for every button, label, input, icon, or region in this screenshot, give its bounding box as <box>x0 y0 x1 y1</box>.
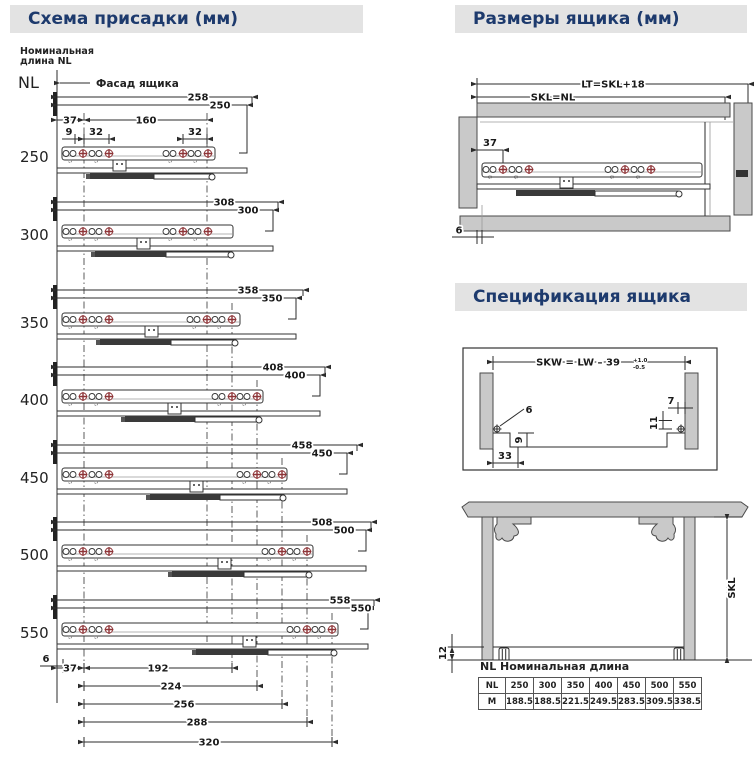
nominal-length-label-1: Номинальная <box>20 46 94 57</box>
dim-inner-label: 550 <box>350 603 372 615</box>
table-cell: 283.5 <box>618 694 646 710</box>
facade-section-mark <box>53 440 57 464</box>
drawer-side-bottom <box>57 168 247 173</box>
table-cell: 350 <box>562 678 590 694</box>
dim-pitch-b: 32 <box>188 127 202 138</box>
drawer-side-bottom <box>57 334 296 339</box>
facade-label: Фасад ящика <box>96 78 179 90</box>
bottom-dim-label: 256 <box>173 699 195 711</box>
section-title-scheme <box>10 5 363 33</box>
table-cell: 338.5 <box>674 694 702 710</box>
cabinet-bottom-panel <box>460 216 730 231</box>
bottom-dim-label: 192 <box>147 663 169 675</box>
slide-mechanism <box>150 494 220 500</box>
dim-pitch-a: 32 <box>89 127 103 138</box>
coupling-bracket <box>190 481 203 492</box>
slide-row-500 <box>20 517 371 578</box>
nl-axis-header: NL <box>18 73 39 92</box>
drawer-size-title-text: Размеры ящика (мм) <box>473 9 680 29</box>
table-row-nl <box>479 678 702 694</box>
dim-inner-label: 450 <box>311 448 333 460</box>
roller-wheel <box>256 417 262 423</box>
nl-table <box>478 677 702 710</box>
dim-right-side-11: 11 <box>649 416 660 430</box>
slide-mechanism <box>100 339 171 345</box>
nl-row-label: 300 <box>20 226 49 244</box>
coupling-bracket <box>137 238 150 249</box>
roller-wheel <box>209 174 215 180</box>
slide-mechanism <box>196 649 268 655</box>
drawer-side-bottom <box>57 644 368 649</box>
rear-catch <box>736 170 748 177</box>
drawer-side-bottom <box>57 246 273 251</box>
section-title-drawer-size <box>455 5 747 33</box>
facade-section-mark <box>53 595 57 619</box>
dim-inner-label: 400 <box>284 370 306 382</box>
roller-wheel <box>228 252 234 258</box>
drawer-dimensions-drawing <box>452 78 752 244</box>
dim-outer-label: 558 <box>329 595 351 607</box>
dim-inner-label: 500 <box>333 525 355 537</box>
dim-corner-33: 33 <box>498 451 512 462</box>
table-header-nl: NL <box>479 678 506 694</box>
bottom-dim <box>84 681 257 693</box>
bottom-dim <box>84 663 232 675</box>
drawer-side-left-front <box>482 517 493 660</box>
dim-skl-height: SKL <box>727 577 738 599</box>
roller-wheel <box>331 650 337 656</box>
bottom-dim-label: 37 <box>63 663 77 675</box>
facade-section-mark <box>53 197 57 221</box>
dim-inner-label: 250 <box>209 100 231 112</box>
spec-drawing <box>463 348 717 470</box>
slide-mechanism <box>172 571 244 577</box>
dim-outer-label: 458 <box>291 440 313 452</box>
nl-row-label: 450 <box>20 469 49 487</box>
dim-inner-label: 300 <box>237 205 259 217</box>
table-cell: 250 <box>506 678 534 694</box>
slide-row-400 <box>20 362 325 423</box>
bottom-dim-label: 288 <box>186 717 208 729</box>
locking-clip-right <box>639 517 676 541</box>
cabinet-side-panel <box>734 103 752 215</box>
dim-skl-nl-label: SKL=NL <box>530 92 576 104</box>
front-view-drawing <box>438 502 752 673</box>
nl-row-label: 350 <box>20 314 49 332</box>
drawer-side-right-front <box>684 517 695 660</box>
dim-right-top-7: 7 <box>667 396 675 407</box>
table-cell: 550 <box>674 678 702 694</box>
nl-row-label: 550 <box>20 624 49 642</box>
coupling-bracket <box>218 558 231 569</box>
dim-outer-label: 258 <box>187 92 209 104</box>
facade-section-mark <box>53 517 57 541</box>
scheme-title-text: Схема присадки (мм) <box>28 9 239 29</box>
drawer-side-bottom <box>57 411 320 416</box>
dim-outer-label: 408 <box>262 362 284 374</box>
locking-clip-left <box>494 517 531 541</box>
dim-lt-label: LT=SKL+18 <box>581 79 645 91</box>
table-cell: 188.5 <box>534 694 562 710</box>
coupling-bracket <box>168 403 181 414</box>
dim-hole-span: 160 <box>135 115 157 127</box>
coupling-bracket <box>145 326 158 337</box>
spec-title-text: Спецификация ящика <box>473 287 692 307</box>
dim-outer-label: 358 <box>237 285 259 297</box>
slide-mechanism <box>95 251 166 257</box>
dim-front-offset: 37 <box>63 115 77 127</box>
table-cell: 400 <box>590 678 618 694</box>
slide-row-450 <box>20 440 357 501</box>
drawer-side-left <box>480 373 493 449</box>
bottom-dim <box>84 737 332 749</box>
dim-outer-label: 308 <box>213 197 235 209</box>
tolerance-minus: -0.5 <box>633 365 646 371</box>
dim-first-hole: 9 <box>65 127 73 138</box>
nl-row-label: 400 <box>20 391 49 409</box>
tolerance-plus: +1.0 <box>633 358 648 364</box>
slide-row-550 <box>20 595 374 656</box>
coupling-bracket <box>113 160 126 171</box>
bottom-dim-label: 320 <box>198 737 220 749</box>
table-cell: 300 <box>534 678 562 694</box>
table-cell: 500 <box>646 678 674 694</box>
dim-inner-label: 350 <box>261 293 283 305</box>
cabinet-top-panel <box>477 103 730 117</box>
table-cell: 309.5 <box>646 694 674 710</box>
section-title-spec <box>455 283 747 311</box>
roller-wheel <box>306 572 312 578</box>
nl-row-label: 500 <box>20 546 49 564</box>
drawer-side-right <box>685 373 698 449</box>
bottom-dim <box>84 699 282 711</box>
table-cell: 221.5 <box>562 694 590 710</box>
dim-gap-6: 6 <box>455 225 463 237</box>
dim-outer-label: 508 <box>311 517 333 529</box>
hole-diameter-label: 6 <box>525 405 533 416</box>
bottom-dims <box>57 663 332 749</box>
roller-wheel <box>232 340 238 346</box>
dim-skw-label: SKW = LW – 39 <box>536 357 620 369</box>
slide-rows <box>20 92 374 656</box>
coupling-bracket <box>243 636 256 647</box>
facade-section-mark <box>53 362 57 386</box>
roller-wheel <box>676 191 682 197</box>
table-cell: 188.5 <box>506 694 534 710</box>
dim-step-9: 9 <box>514 436 525 444</box>
nl-row-label: 250 <box>20 148 49 166</box>
table-cell: 450 <box>618 678 646 694</box>
nominal-length-label-2: длина NL <box>20 56 72 67</box>
table-caption: NL Номинальная длина <box>480 660 630 673</box>
facade-section-mark <box>53 92 57 116</box>
dim-bottom-12: 12 <box>438 646 449 660</box>
slide-row-300 <box>20 197 278 258</box>
slide-row-350 <box>20 285 303 346</box>
roller-wheel <box>280 495 286 501</box>
bottom-dim <box>57 663 84 675</box>
slide-mechanism <box>125 416 195 422</box>
slide-mechanism <box>90 173 154 179</box>
dim-front-37: 37 <box>483 138 497 149</box>
cabinet-top-front <box>462 502 748 517</box>
drawer-front-panel <box>459 117 477 208</box>
dim-front-gap: 6 <box>42 654 50 665</box>
bottom-dim-label: 224 <box>160 681 182 693</box>
slide-row-250 <box>20 92 252 180</box>
drawer-side-bottom <box>57 566 366 571</box>
first-row-extra-dims <box>57 116 207 145</box>
table-header-m: M <box>479 694 506 710</box>
drawer-side-bottom <box>477 184 710 189</box>
table-cell: 249.5 <box>590 694 618 710</box>
facade-section-mark <box>53 285 57 309</box>
table-row-m <box>479 694 702 710</box>
coupling-bracket <box>560 177 573 188</box>
bottom-dim <box>84 717 307 729</box>
